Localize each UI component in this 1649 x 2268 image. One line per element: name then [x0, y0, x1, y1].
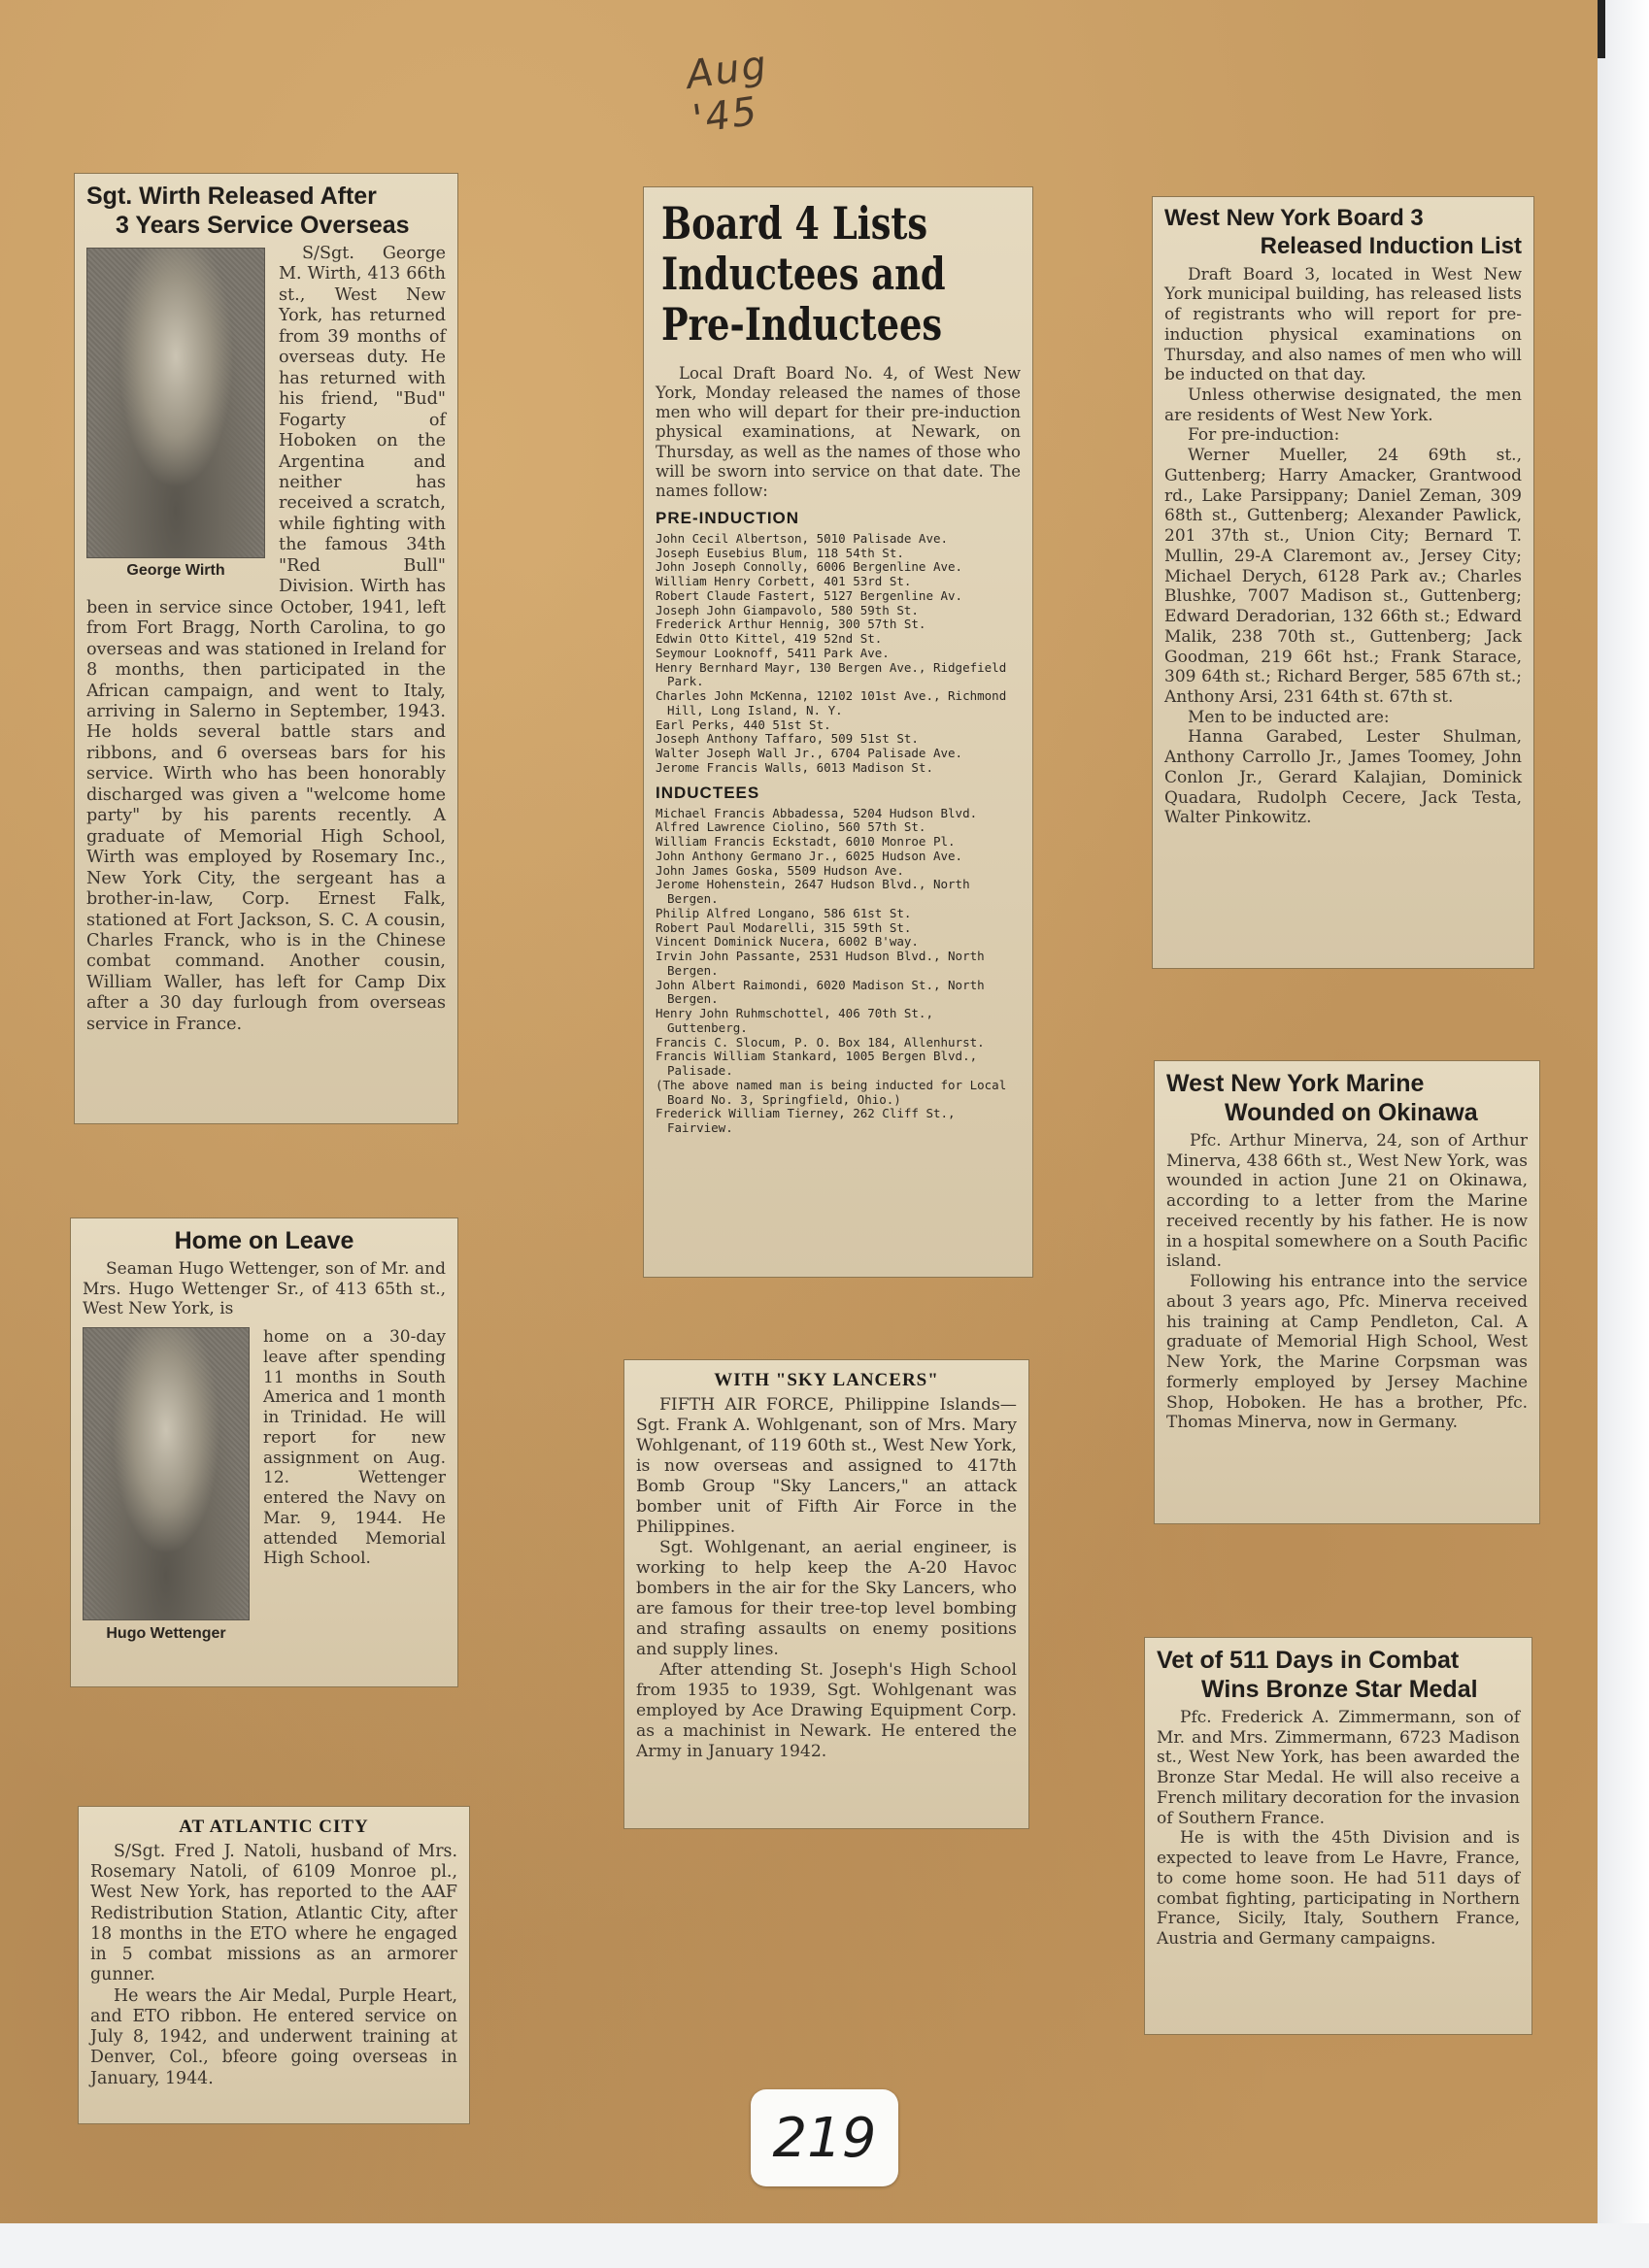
clipping-body [636, 1395, 1017, 1762]
paragraph: He wears the Air Medal, Purple Heart, and ETO ribbon. He entered service on July 8, 1942, and underwent training at Denver, Col., bfeore going overseas in January, 1944. [90, 1985, 457, 2088]
list-item: Robert Claude Fastert, 5127 Bergenline Av. [656, 587, 963, 603]
paragraph: After attending St. Joseph's High School from 1935 to 1939, Sgt. Wohlgenant was employed by Ace Drawing Equipment Corp. as a machinist in Newark. He entered the Army in January 1942. [636, 1659, 1017, 1761]
list-item: Robert Paul Modarelli, 315 59th St. [656, 919, 912, 935]
pre-induction-list [656, 532, 1021, 776]
photo [83, 1327, 250, 1644]
scan-edge-right [1598, 0, 1649, 2268]
paragraph: Hanna Garabed, Lester Shulman, Anthony Carrollo Jr., James Toomey, John Conlon Jr., Gerard Kalajian, Dominick Quadara, Rudolph Cecere, Jack Testa, Walter Pinkowitz. [1164, 727, 1522, 828]
inductee-list [656, 807, 1021, 1136]
clipping-headline [661, 197, 949, 350]
list-item: John Anthony Germano Jr., 6025 Hudson Ave. [656, 848, 963, 863]
headline-line: Board 4 Lists [661, 197, 928, 250]
scan-edge-bottom [0, 2223, 1649, 2268]
handwritten-date: Aug '45 [683, 42, 771, 143]
clipping-body [656, 364, 1021, 501]
list-item: Walter Joseph Wall Jr., 6704 Palisade Ave. [656, 746, 963, 761]
list-item: Irvin John Passante, 2531 Hudson Blvd., North Bergen. [656, 949, 985, 978]
section-heading: INDUCTEES [656, 783, 760, 802]
clipping-body [1166, 1131, 1528, 1433]
headline-line: Wounded on Okinawa [1225, 1099, 1478, 1126]
paragraph: S/Sgt. Fred J. Natoli, husband of Mrs. Rosemary Natoli, of 6109 Monroe pl., West New York, has reported to the AAF Redistribution Station, Atlantic City, after 18 months in the ETO where he engaged in 5 combat missions as an armorer gunner. [90, 1842, 457, 1985]
list-item: Jerome Hohenstein, 2647 Hudson Blvd., North Bergen. [656, 877, 970, 907]
headline-line: Released Induction List [1260, 232, 1522, 259]
headline-line: West New York Board 3 [1164, 205, 1424, 231]
photo-caption: Hugo Wettenger [106, 1625, 226, 1643]
paragraph: FIFTH AIR FORCE, Philippine Islands—Sgt. Frank A. Wohlgenant, son of Mrs. Mary Wohlgenant, of 119 60th st., West New York, is now overseas and assigned to 417th Bomb Group "Sky Lancers," an attack bomber unit of Fifth Air Force in the Philippines. [636, 1395, 1017, 1537]
paragraph: Pfc. Arthur Minerva, 24, son of Arthur Minerva, 438 66th st., West New York, was wounded in action June 21 on Okinawa, according to a letter from the Marine received recently by his father. He is now in a hospital somewhere on a South Pacific island. [1166, 1131, 1528, 1272]
list-item: John James Goska, 5509 Hudson Ave. [656, 862, 904, 878]
clipping-board4 [643, 186, 1033, 1278]
list-item: William Henry Corbett, 401 53rd St. [656, 574, 912, 589]
list-item: Frederick William Tierney, 262 Cliff St., Fairview. [656, 1106, 956, 1136]
list-item: Henry John Ruhmschottel, 406 70th St., Guttenberg. [656, 1006, 933, 1035]
list-item: Francis C. Slocum, P. O. Box 184, Allenhurst. [656, 1034, 985, 1050]
paragraph: Werner Mueller, 24 69th st., Guttenberg; Harry Amacker, Grantwood rd., Lake Parsippany; Daniel Zeman, 309 68th st., Guttenberg; Alexander Pawlick, 201 37th st., Union City; Bernard T. Mullin, 29-A Claremont av., Jersey City; Michael Derych, 6128 Park av.; Charles Blushke, 7007 Madison st., Guttenberg; Edward Deradorian, 132 66th st.; Edward Malik, 238 70th st., Guttenberg; Jack Goodman, 219 66t hst.; Frank Starace, 309 64th st.; Richard Berger, 585 67th st.; Anthony Arsi, 231 64th st. 67th st. [1164, 446, 1522, 708]
headline-line: Inductees and [661, 248, 946, 300]
paragraph: For pre-induction: [1188, 425, 1340, 446]
paragraph: S/Sgt. George M. Wirth, 413 66th st., West New York, has returned from 39 months of overseas duty. He has returned with his friend, "Bud" Fogarty of Hoboken on the Argentina and neither has received a scratch, while fighting with the famous 34th "Red Bull" Division. Wirth has been in service since October, 1941, left from Fort Bragg, North Carolina, to go overseas and was stationed in Ireland for 8 months, then participated in the African campaign, and went to Italy, arriving in Salerno in September, 1943. He holds several battle stars and ribbons, and 6 overseas bars for his service. Wirth who has been honorably discharged was given a "welcome home party" by his parents recently. A graduate of Memorial High School, Wirth was employed by Rosemary Inc., New York City, the sergeant has a brother-in-law, Corp. Ernest Falk, stationed at Fort Jackson, S. C. A cousin, Charles Franck, who is in the Chinese combat command. Another cousin, William Waller, has left for Camp Dix after a 30 day furlough from overseas service in France. [86, 244, 446, 1034]
clipping-wirth [74, 173, 458, 1124]
clipping-home-on-leave [70, 1217, 458, 1687]
list-item: Joseph Eusebius Blum, 118 54th St. [656, 545, 904, 560]
list-item: Michael Francis Abbadessa, 5204 Hudson Blvd. [656, 805, 978, 820]
list-item: Philip Alfred Longano, 586 61st St. [656, 905, 912, 920]
section-heading: PRE-INDUCTION [656, 508, 800, 527]
clipping-headline [1164, 205, 1522, 261]
headline-line: Sgt. Wirth Released After [86, 183, 377, 210]
paragraph: Draft Board 3, located in West New York municipal building, has released lists of registrants who will report for pre-induction physical examinations on Thursday, and also names of men who will be inducted on that day. [1164, 264, 1522, 385]
clipping-body [1157, 1708, 1520, 1950]
paragraph: Local Draft Board No. 4, of West New York, Monday released the names of those men who will depart for their pre-induction physical examinations, at Newark, on Thursday, as well as the names of those who will be sworn into service on that date. The names follow: [656, 364, 1021, 500]
portrait-photo [83, 1327, 250, 1620]
headline-line: Pre-Inductees [661, 298, 943, 350]
clipping-body [90, 1842, 457, 2089]
portrait-photo [86, 248, 265, 558]
clipping-body [1164, 265, 1522, 829]
clipping-headline: Home on Leave [174, 1227, 354, 1254]
paragraph: Sgt. Wohlgenant, an aerial engineer, is working to help keep the A-20 Havoc bombers in the air for the Sky Lancers, who are famous for their tree-top level bombing and strafing assaults on enemy positions and supply lines. [636, 1537, 1017, 1659]
clipping-headline [1166, 1069, 1528, 1127]
clipping-headline [1157, 1646, 1520, 1704]
clipping-headline: WITH "SKY LANCERS" [714, 1370, 939, 1390]
clipping-bronze-star [1144, 1637, 1532, 2035]
list-item: Earl Perks, 440 51st St. [656, 717, 831, 732]
headline-line: 3 Years Service Overseas [116, 212, 410, 239]
paragraph: Men to be inducted are: [1188, 707, 1390, 727]
headline-line: Vet of 511 Days in Combat [1157, 1647, 1460, 1674]
headline-line: West New York Marine [1166, 1070, 1425, 1097]
paragraph: home on a 30-day leave after spending 11 months in South America and 1 month in Trinidad. He will report for new assignment on Aug. 12. Wettenger entered the Navy on Mar. 9, 1944. He attended Memorial High School. [263, 1327, 446, 1569]
list-item: John Albert Raimondi, 6020 Madison St., North Bergen. [656, 977, 985, 1007]
list-item: (The above named man is being inducted for Local Board No. 3, Springfield, Ohio.) [656, 1077, 1007, 1107]
list-item: Alfred Lawrence Ciolino, 560 57th St. [656, 819, 926, 835]
list-item: Seymour Looknoff, 5411 Park Ave. [656, 645, 890, 660]
paragraph: Pfc. Frederick A. Zimmermann, son of Mr. and Mrs. Zimmermann, 6723 Madison st., West New York, has been awarded the Bronze Star Medal. He will also receive a French military decoration for the invasion of Southern France. [1157, 1708, 1520, 1828]
paragraph: Following his entrance into the service about 3 years ago, Pfc. Minerva received his training at Camp Pendleton, Cal. A graduate of Memorial High School, West New York, the Marine Corpsman was formerly employed by Jersey Machine Shop, Hoboken. He has a brother, Pfc. Thomas Minerva, now in Germany. [1166, 1272, 1528, 1433]
paragraph: He is with the 45th Division and is expected to leave from Le Havre, France, to come home soon. He had 511 days of combat fighting, participating in Northern France, Sicily, Italy, Southern France, Austria and Germany campaigns. [1157, 1828, 1520, 1950]
paragraph: Seaman Hugo Wettenger, son of Mr. and Mrs. Hugo Wettenger Sr., of 413 65th st., West New York, is [83, 1259, 446, 1319]
page-number-label: 219 [751, 2089, 898, 2186]
list-item: John Joseph Connolly, 6006 Bergenline Ave. [656, 559, 963, 575]
list-item: Charles John McKenna, 12102 101st Ave., Richmond Hill, Long Island, N. Y. [656, 688, 1007, 717]
list-item: Vincent Dominick Nucera, 6002 B'way. [656, 934, 919, 950]
clipping-headline [86, 182, 446, 240]
clipping-board3 [1152, 196, 1534, 969]
list-item: William Francis Eckstadt, 6010 Monroe Pl. [656, 834, 956, 850]
clipping-atlantic-city [78, 1806, 470, 2124]
clipping-sky-lancers [623, 1359, 1029, 1829]
list-item: Edwin Otto Kittel, 419 52nd St. [656, 631, 883, 647]
clipping-body [83, 1259, 446, 1643]
photo [86, 248, 265, 580]
list-item: Henry Bernhard Mayr, 130 Bergen Ave., Ridgefield Park. [656, 659, 1007, 689]
clipping-headline: AT ATLANTIC CITY [179, 1817, 369, 1837]
photo-caption: George Wirth [126, 562, 225, 579]
headline-line: Wins Bronze Star Medal [1201, 1676, 1478, 1703]
list-item: Francis William Stankard, 1005 Bergen Blvd., Palisade. [656, 1049, 978, 1079]
list-item: Jerome Francis Walls, 6013 Madison St. [656, 759, 933, 775]
list-item: Frederick Arthur Hennig, 300 57th St. [656, 617, 926, 632]
list-item: Joseph Anthony Taffaro, 509 51st St. [656, 731, 919, 747]
clipping-marine [1154, 1060, 1540, 1524]
list-item: John Cecil Albertson, 5010 Palisade Ave. [656, 530, 949, 546]
list-item: Joseph John Giampavolo, 580 59th St. [656, 602, 919, 617]
paragraph: Unless otherwise designated, the men are residents of West New York. [1164, 385, 1522, 425]
